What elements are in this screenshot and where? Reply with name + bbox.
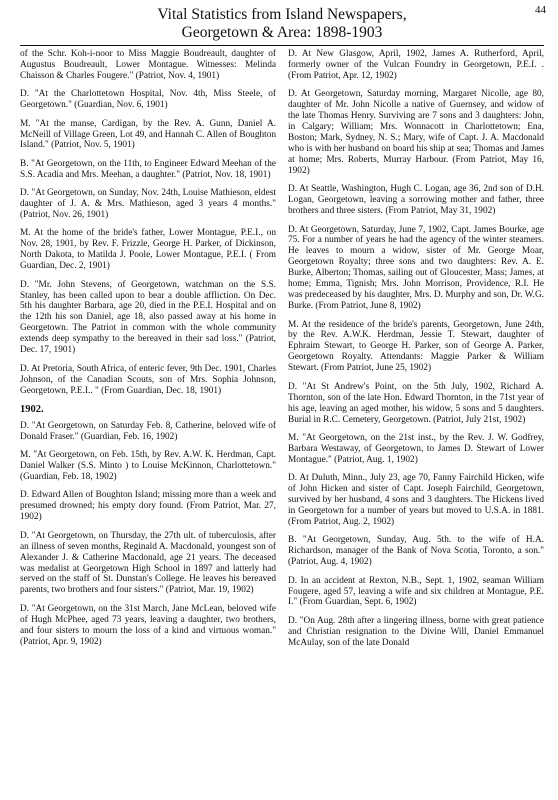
entry: B. "At Georgetown, Sunday, Aug. 5th. to the wife of H.A. Richardson, manager of the Bank of Nova Scotia, Toronto, a son." (Patriot, Aug. 4, 1902): [288, 535, 544, 568]
entry: D. "At Georgetown, on Thursday, the 27th ult. of tuberculosis, after an illness of seven months, Reginald A. Macdonald, youngest son of Alexander J. & Catherine Macdonald, age 21 years. The deceased was medalist at Georgetown High School in 1897 and latterly had served on the staff of St. Dunstan's College. He leaves his bereaved parents, two brothers and four sisters." (Patriot, Mar. 19, 1902): [20, 530, 276, 596]
left-column: [20, 49, 276, 656]
entry: D. "At the Charlottetown Hospital, Nov. 4th, Miss Steele, of Georgetown." (Guardian, Nov. 6, 1901): [20, 89, 276, 111]
entry: D. In an accident at Rexton, N.B., Sept. 1, 1902, seaman William Fougere, aged 57, leaving a wife and six children at Montague, P.E. I." (From Guardian, Sept. 6, 1902): [288, 575, 544, 608]
entry: M. "At Georgetown, on the 21st inst., by the Rev. J. W. Godfrey, Barbara Westaway, of Georgetown, to James D. Stewart of Lower Montague." (Patriot, Aug. 1, 1902): [288, 432, 544, 465]
entry: D. "At Georgetown, on the 31st March, Jane McLean, beloved wife of Hugh McPhee, aged 73 years, leaving a daughter, two brothers, and four sisters to mourn the loss of a kind and virtuous woman." (Patriot, Apr. 9, 1902): [20, 603, 276, 647]
entry: D. "At Georgetown, on Sunday, Nov. 24th, Louise Mathieson, eldest daughter of J. A. & Mrs. Mathieson, aged 3 years 4 months." (Patriot, Nov. 26, 1901): [20, 188, 276, 220]
entry: D. At Pretoria, South Africa, of enteric fever, 9th Dec. 1901, Charles Johnson, of the Canadian Scouts, son of Mrs. Sophia Johnson, Georgetown, P.E.I.. " (From Guardian, Dec. 18, 1901): [20, 363, 276, 396]
entry: D. "On Aug. 28th after a lingering illness, borne with great patience and Christian resignation to the Divine Will, Daniel Emmanuel McAulay, son of the late Donald: [288, 615, 544, 648]
entry: D. At Georgetown, Saturday, June 7, 1902, Capt. James Bourke, age 75. For a number of years he had the agency of the winter steamers. He leaves to mourn a widow, sister of Mr. George Moar, Georgetown Royalty; three sons and two daughters: Rev. A. E. Burke, Alberton; Thomas, sailing out of Gloucester, Mass; James, at home; Emma, Tignish; Mrs. John Morrison, Providence, R.I. He was predeceased by his daughter, Mrs. D. Murphy and son, Dr. W.G. Burke. (From Patriot, June 8, 1902): [288, 224, 544, 312]
entry: D. "Mr. John Stevens, of Georgetown, watchman on the S.S. Stanley, has been called upon to bear a double affliction. On Dec. 5th his daughter Barbara, age 20, died in the P.E.I. Hospital and on the 12th his son Daniel, age 18, also passed away at his home in Georgetown. The Patriot in common with the whole community extends deep sympathy to the bereaved in their sad loss." (Patriot, Dec. 17, 1901): [20, 279, 276, 356]
entry: M. "At Georgetown, on Feb. 15th, by Rev. A.W. K. Herdman, Capt. Daniel Walker (S.S. Minto ) to Louise McKinnon, Charlottetown." (Guardian, Feb. 18, 1902): [20, 450, 276, 483]
page-title: [20, 6, 544, 42]
entry: D. "At Georgetown, on Saturday Feb. 8, Catherine, beloved wife of Donald Fraser." (Guardian, Feb. 16, 1902): [20, 420, 276, 442]
title-line-2: Georgetown & Area: 1898-1903: [181, 24, 383, 41]
entry: D. At New Glasgow, April, 1902, James A. Rutherford, April, formerly owner of the Vulcan Foundry in Georgetown, P.E.I. . (From Patriot, Apr. 12, 1902): [288, 49, 544, 81]
entry: D. "At St Andrew's Point, on the 5th July, 1902, Richard A. Thornton, son of the late Hon. Edward Thornton, in the 71st year of his age, leaving an aged mother, his widow, 5 sons and 5 daughters. Burial in R.C. Cemetery, Georgetown. (Patriot, July 21st, 1902): [288, 381, 544, 425]
page-number: 44: [535, 4, 546, 16]
entry: D. Edward Allen of Boughton Island; missing more than a week and presumed drowned; his empty dory found. (From Patriot, Mar. 27, 1902): [20, 490, 276, 523]
entry: M. At the home of the bride's father, Lower Montague, P.E.I., on Nov. 28, 1901, by Rev. F. Frizzle, George H. Parker, of Dickinson, North Dakota, to Matilda J. Poole, Lower Montague, P.E.I. ( From Guardian, Dec. 2, 1901): [20, 228, 276, 272]
columns: [20, 49, 544, 656]
entry: M. "At the manse, Cardigan, by the Rev. A. Gunn, Daniel A. McNeill of Village Green, Lot 49, and Hannah C. Allen of Boughton Island." (Patriot, Nov. 5, 1901): [20, 118, 276, 151]
title-line-1: Vital Statistics from Island Newspapers,: [157, 6, 407, 23]
entry: B. "At Georgetown, on the 11th, to Engineer Edward Meehan of the S.S. Acadia and Mrs. Meehan, a daughter." (Patriot, Nov. 18, 1901): [20, 158, 276, 180]
entry: of the Schr. Koh-i-noor to Miss Maggie Boudreault, daughter of Augustus Boudreault, Lower Montague. Witnesses: Melinda Chaisson & Charles Fougere." (Patriot, Nov. 4, 1901): [20, 49, 276, 81]
right-column: [288, 49, 544, 656]
entry: D. At Seattle, Washington, Hugh C. Logan, age 36, 2nd son of D.H. Logan, Georgetown, leaving a sorrowing mother and father, three brothers and three sisters. (From Patriot, May 31, 1902): [288, 184, 544, 217]
title-rule: [20, 45, 544, 46]
year-heading: 1902.: [20, 403, 44, 415]
entry: D. At Duluth, Minn., July 23, age 70, Fanny Fairchild Hicken, wife of John Hicken and sister of Capt. Joseph Fairchild, Georgetown, survived by her husband, 4 sons and 3 daughters. The Hickens lived in Georgetown for a number of years but moved to U.S.A. in 1881. (From Patriot, Aug. 2, 1902): [288, 473, 544, 527]
entry: M. At the residence of the bride's parents, Georgetown, June 24th, by the Rev. A.W.K. Herdman, Jessie T. Stewart, daughter of Ephraim Stewart, to George H. Parker, son of George A. Parker, Georgetown Royalty. Attendants: Maggie Parker & William Stewart. (From Patriot, June 25, 1902): [288, 319, 544, 374]
entry: D. At Georgetown, Saturday morning, Margaret Nicolle, age 80, daughter of Mr. John Nicolle a native of Guernsey, and widow of the late Thomas Henry. Surviving are 7 sons and 3 daughters: John, in Calgary; William; Mrs. Wonnacott in Charlottetown; Ena, Boston; Mark, Sydney, N. S.; Mary, wife of Capt. J. A. Macdonald who is with her husband on board his ship at sea; Thomas and James at home; Mrs. Roberts, Murray Harbour. (From Patriot, May 16, 1902): [288, 89, 544, 176]
